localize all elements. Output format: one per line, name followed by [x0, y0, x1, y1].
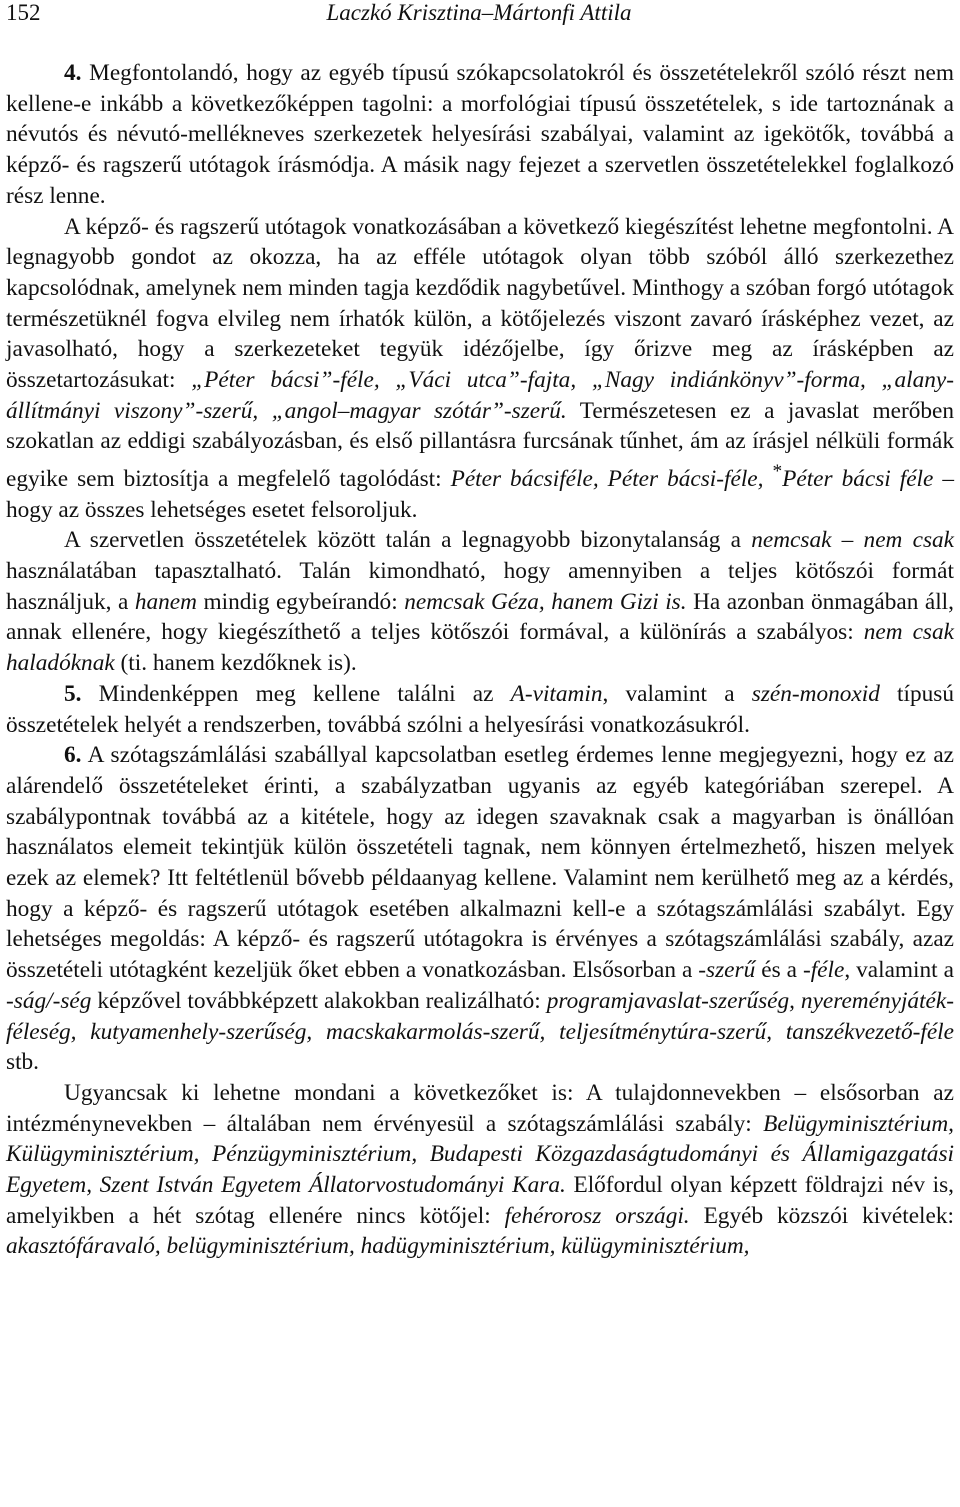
paragraph-p7: [6, 1078, 954, 1262]
paragraph-p5: [6, 679, 954, 740]
text-run: -szerű: [698, 957, 756, 984]
text-run: Péter bácsiféle, Péter bácsi-féle,: [450, 465, 773, 492]
page-header: [6, 0, 952, 26]
text-run: mindig egybeírandó:: [196, 588, 405, 615]
text-run: 4.: [64, 60, 82, 86]
text-run: nem csak haladóknak: [6, 619, 954, 677]
text-run: képzővel továbbképzett alakokban realizálható:: [91, 987, 547, 1014]
text-run: *: [772, 461, 783, 483]
text-run: használatában tapasztalható. Talán kimondható, hogy amennyiben a teljes kötőszói formát használjuk, a: [6, 558, 954, 615]
text-run: Ha azonban önmagában áll, annak ellenére, hogy kiegészíthető a teljes kötőszói formával, a különírás a szabályos:: [6, 588, 954, 646]
text-run: , valamint a: [844, 957, 954, 984]
text-run: szén-monoxid: [751, 680, 880, 707]
text-run: fehérorosz országi.: [504, 1202, 690, 1229]
text-run: Ugyancsak ki lehetne mondani a következőket is: A tulajdonnevekben – elsősorban az intézménynevekben – általában nem érvényesül a szótagszámlálási szabály:: [6, 1079, 954, 1137]
paragraph-p4c: [6, 525, 954, 679]
page-number: 152: [6, 0, 41, 25]
text-run: programjavaslat-szerűség, nyereményjáték-féleség, kutyamenhely-szerűség, macskakarmolás-szerű, teljesítménytúra-szerű, tanszékvezető-féle: [6, 987, 954, 1045]
text-run: stb.: [6, 1049, 40, 1076]
text-run: nemcsak – nem csak: [751, 527, 954, 554]
text-run: A szervetlen összetételek között talán a legnagyobb bizonytalanság a: [64, 527, 752, 554]
body-text: [6, 58, 954, 1262]
text-run: Megfontolandó, hogy az egyéb típusú szókapcsolatokról és összetételekről szóló részt nem kellene-e inkább a következőképpen tagolni: a morfológiai típusú összetételek, s ide tartoznának a névutós és névutó-mellékneves szerkezetek helyesírási szabályai, valamint az igekötők, továbbá a képző- és ragszerű utótagok írásmódja. A másik nagy fejezet a szervetlen összetételekkel foglalkozó rész lenne.: [6, 60, 954, 209]
text-run: 5.: [64, 680, 82, 707]
text-run: Egyéb közszói kivételek:: [689, 1202, 954, 1229]
text-run: A szótagszámlálási szabállyal kapcsolatban esetleg érdemes lenne megjegyezni, hogy ez az alárendelő összetételeket érinti, a szabályzatban ugyanis az egyéb kategóriában szerepel. A szabálypontnak továbbá az a kitétele, hogy az idegen szavaknak csak a magyarban is önállóan használatos elemeit tekintjük külön összetételi tagnak, nem könnyen értelmezhető, hiszen melyek ezek az elemek? Itt feltétlenül bővebb példaanyag kellene. Valamint nem kerülhető meg az a kérdés, hogy a képző- és ragszerű utótagok esetében alkalmazni kell-e a szótagszámlálási szabályt. Egy lehetséges megoldás: A képző- és ragszerű utótagokra is érvényes a szótagszámlálási szabály, azaz összetételi utótagként kezeljük őket ebben a vonatkozásban. Elsősorban a: [6, 742, 954, 984]
text-run: 6.: [64, 742, 82, 769]
text-run: -féle: [802, 957, 845, 984]
text-run: (ti. hanem kezdőknek is).: [114, 650, 357, 677]
text-run: , valamint a: [602, 680, 752, 707]
text-run: típusú összetételek helyét a rendszerben, továbbá szólni a helyesírási vonatkozásukról.: [6, 680, 955, 738]
text-run: -ság/-ség: [6, 987, 92, 1014]
text-run: „Péter bácsi”-féle, „Váci utca”-fajta, „Nagy indiánkönyv”-forma, „alany-állítmányi viszony”-szerű, „angol–magyar szótár”-szerű.: [6, 367, 954, 424]
text-run: A képző- és ragszerű utótagok vonatkozásában a következő kiegészítést lehetne megfontolni. A legnagyobb gondot az okozza, ha az efféle utótagok olyan több szóból álló szerkezethez kapcsolódnak, amelynek nem minden tagja kezdődik nagybetűvel. Minthogy a szóban forgó utótagok természetüknél fogva elvileg nem írhatók külön, a kötőjelezés viszont zavaró írásképhez vezet, az javasolható, hogy a szerkezeteket tegyük idézőjelbe, így őrizve meg az írásképben az összetartozásukat:: [6, 213, 954, 394]
running-title: Laczkó Krisztina–Mártonfi Attila: [326, 0, 632, 25]
text-run: Belügyminisztérium, Külügyminisztérium, Pénzügyminisztérium, Budapesti Közgazdaságtudományi és Államigazgatási Egyetem, Szent István Egyetem Állatorvostudományi Kara.: [6, 1110, 954, 1199]
text-run: A-vitamin: [510, 680, 603, 707]
text-run: Természetesen ez a javaslat merőben szokatlan az eddigi szabályozásban, és első pillantásra furcsának tűnhet, ám az írásjel nélküli formák egyike sem biztosítja a megfelelő tagolódást:: [6, 397, 954, 492]
text-run: Péter bácsi féle: [782, 465, 934, 492]
text-run: akasztófáravaló, belügyminisztérium, hadügyminisztérium, külügyminisztérium,: [6, 1233, 750, 1260]
paragraph-p4: [6, 58, 954, 212]
text-run: Előfordul olyan képzett földrajzi név is, amelyikben a hét szótag ellenére nincs kötőjel:: [6, 1172, 954, 1229]
paragraph-p6: [6, 740, 954, 1078]
paragraph-p4b: [6, 212, 954, 526]
text-run: – hogy az összes lehetséges esetet felsoroljuk.: [6, 465, 954, 523]
text-run: és a: [755, 957, 803, 984]
text-run: Mindenképpen meg kellene találni az: [81, 680, 511, 707]
text-run: nemcsak Géza, hanem Gizi is.: [404, 588, 687, 615]
text-run: hanem: [134, 588, 197, 615]
